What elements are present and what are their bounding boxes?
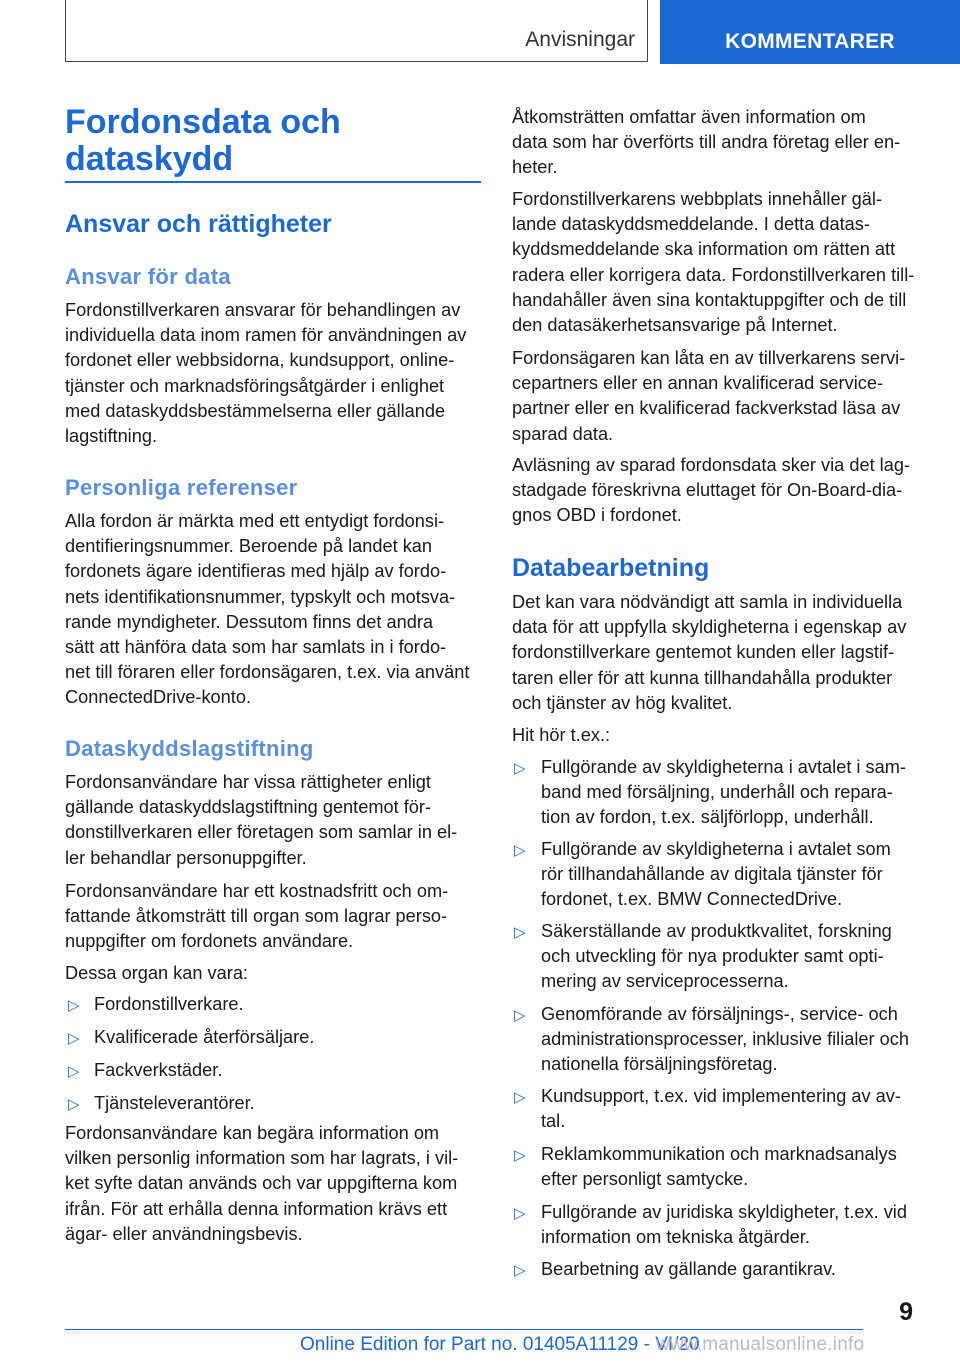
list-item <box>541 755 906 831</box>
footer-edition-text: Online Edition for Part no. 01405A11129 - VI/20 <box>300 1334 700 1355</box>
text-line: ifrån. För att erhålla denna information krävs ett <box>65 1198 448 1219</box>
text-line: och utveckling för nya produkter samt opti- <box>541 946 884 967</box>
page-title-line-1: Fordonsdata och <box>65 103 341 141</box>
text-line: Fullgörande av skyldigheterna i avtalet som <box>541 839 891 859</box>
page-title <box>65 104 481 178</box>
list-item <box>541 1257 836 1282</box>
text-line: sätt att hänföra data som har samlats in i fordo- <box>65 637 447 658</box>
text-line: Fordonsanvändare har vissa rättigheter enligt <box>65 772 431 792</box>
paragraph-databearbetning <box>512 590 906 716</box>
text-line: efter personligt samtycke. <box>541 1169 749 1190</box>
text-line: ler behandlar personuppgifter. <box>65 847 307 868</box>
header-tab-frame <box>65 0 648 62</box>
list-item <box>541 1002 909 1078</box>
text-line: Säkerställande av produktkvalitet, forskning <box>541 921 892 941</box>
paragraph-lag-1 <box>65 770 457 871</box>
text-line: heter. <box>512 157 558 178</box>
triangle-bullet-icon: ▷ <box>514 1262 526 1279</box>
list-item <box>541 1200 907 1250</box>
text-line: rande myndigheter. Dessutom finns det andra <box>65 611 434 632</box>
text-line: information om tekniska åtgärder. <box>541 1227 810 1248</box>
text-line: med dataskyddsbestämmelserna eller gällande <box>65 400 446 421</box>
text-line: Åtkomsträtten omfattar även information om <box>512 107 866 127</box>
text-line: mering av serviceprocesserna. <box>541 971 789 992</box>
text-line: nets identifikationsnummer, typskylt och motsva- <box>65 586 456 607</box>
list-item <box>541 1142 897 1192</box>
text-line: handahåller även sina kontaktuppgifter och de till <box>512 289 907 310</box>
footer-divider <box>65 1329 863 1330</box>
watermark: www.manualsonline.info <box>656 1334 865 1355</box>
heading-databearbetning: Databearbetning <box>512 554 710 582</box>
text-line: lagstiftning. <box>65 426 158 447</box>
heading-personliga-referenser: Personliga referenser <box>65 475 298 500</box>
triangle-bullet-icon: ▷ <box>514 1007 526 1024</box>
text-line: cepartners eller en annan kvalificerad service- <box>512 373 884 394</box>
list-item <box>541 919 892 995</box>
paragraph-lag-3: Dessa organ kan vara: <box>65 963 248 983</box>
list-item: Tjänsteleverantörer. <box>94 1093 255 1113</box>
text-line: Fordonsägaren kan låta en av tillverkarens servi- <box>512 348 906 368</box>
paragraph-ansvar <box>65 298 466 449</box>
text-line: radera eller korrigera data. Fordonstillverkaren till- <box>512 264 915 285</box>
text-line: rör tillhandahållande av digitala tjänster för <box>541 864 883 885</box>
triangle-bullet-icon: ▷ <box>68 997 80 1014</box>
text-line: administrationsprocesser, inklusive filialer och <box>541 1029 909 1050</box>
text-line: tal. <box>541 1111 566 1132</box>
text-line: tjänster och marknadsföringsåtgärder i enlighet <box>65 375 445 396</box>
tab-kommentarer[interactable]: KOMMENTARER <box>660 0 960 64</box>
text-line: tion av fordon, t.ex. säljförlopp, underhåll. <box>541 807 874 828</box>
text-line: Fullgörande av juridiska skyldigheter, t.ex. vid <box>541 1202 907 1222</box>
text-line: kyddsmeddelande ska information om rätten att <box>512 239 896 260</box>
triangle-bullet-icon: ▷ <box>514 760 526 777</box>
list-item <box>541 837 891 913</box>
triangle-bullet-icon: ▷ <box>514 1147 526 1164</box>
text-line: och tjänster av hög kvalitet. <box>512 692 733 713</box>
text-line: ConnectedDrive-konto. <box>65 687 252 708</box>
text-line: dentifieringsnummer. Beroende på landet kan <box>65 536 433 557</box>
triangle-bullet-icon: ▷ <box>514 1089 526 1106</box>
triangle-bullet-icon: ▷ <box>68 1063 80 1080</box>
title-divider <box>65 181 481 183</box>
tab-anvisningar[interactable]: Anvisningar <box>525 28 635 51</box>
text-line: nationella försäljningsföretag. <box>541 1054 778 1075</box>
text-line: stadgade föreskrivna eluttaget för On-Board-dia- <box>512 480 903 501</box>
text-line: Kundsupport, t.ex. vid implementering av av- <box>541 1086 901 1106</box>
text-line: Fullgörande av skyldigheterna i avtalet i sam- <box>541 757 906 777</box>
triangle-bullet-icon: ▷ <box>68 1096 80 1113</box>
text-line: ägar- eller användningsbevis. <box>65 1223 303 1244</box>
paragraph-avlasning <box>512 453 910 529</box>
heading-ansvar-for-data: Ansvar för data <box>65 264 231 289</box>
page-number: 9 <box>899 1298 913 1326</box>
paragraph-webbplats <box>512 187 914 338</box>
text-line: Avläsning av sparad fordonsdata sker via det lag- <box>512 455 911 475</box>
text-line: individuella data inom ramen för användningen av <box>65 325 467 346</box>
text-line: net till föraren eller fordonsägaren, t.ex. via använt <box>65 662 470 683</box>
list-item: Fordonstillverkare. <box>94 994 244 1014</box>
list-item: Kvalificerade återförsäljare. <box>94 1027 315 1047</box>
paragraph-fordonsagare <box>512 346 905 447</box>
text-line: data som har överförts till andra företag eller en- <box>512 132 901 153</box>
paragraph-lag-2 <box>65 879 448 955</box>
triangle-bullet-icon: ▷ <box>514 842 526 859</box>
text-line: den datasäkerhetsansvarige på Internet. <box>512 315 838 336</box>
triangle-bullet-icon: ▷ <box>514 1205 526 1222</box>
text-line: fordonet eller webbsidorna, kundsupport, online- <box>65 350 455 371</box>
heading-ansvar-och-rattigheter: Ansvar och rättigheter <box>65 210 332 238</box>
text-line: lande dataskyddsmeddelande. I detta datas- <box>512 214 870 235</box>
text-line: Reklamkommunikation och marknadsanalys <box>541 1144 897 1164</box>
text-line: fordonstillverkare gentemot kunden eller lagstif- <box>512 642 895 663</box>
triangle-bullet-icon: ▷ <box>68 1030 80 1047</box>
text-line: fordonet, t.ex. BMW ConnectedDrive. <box>541 889 843 910</box>
text-line: vilken personlig information som har lagrats, i vil- <box>65 1148 459 1169</box>
text-line: Alla fordon är märkta med ett entydigt fordonsi- <box>65 511 445 531</box>
text-line: Det kan vara nödvändigt att samla in individuella <box>512 592 903 612</box>
text-line: nuppgifter om fordonets användare. <box>65 931 354 952</box>
text-line: Bearbetning av gällande garantikrav. <box>541 1259 836 1279</box>
paragraph-atkomst <box>512 105 900 181</box>
text-line: fordonets ägare identifieras med hjälp av fordo- <box>65 561 447 582</box>
text-line: Fordonstillverkarens webbplats innehåller gäl- <box>512 189 883 209</box>
text-line: gnos OBD i fordonet. <box>512 505 682 526</box>
text-line: fattande åtkomsträtt till organ som lagrar perso- <box>65 906 448 927</box>
text-line: taren eller för att kunna tillhandahålla produkter <box>512 667 893 688</box>
text-line: Genomförande av försäljnings-, service- och <box>541 1004 898 1024</box>
text-line: ket syfte datan används och var uppgifterna kom <box>65 1173 458 1194</box>
text-line: sparad data. <box>512 423 614 444</box>
paragraph-lag-4 <box>65 1121 458 1247</box>
text-line: band med försäljning, underhåll och repara- <box>541 782 893 803</box>
text-line: data för att uppfylla skyldigheterna i egenskap av <box>512 617 907 638</box>
paragraph-hit-hor: Hit hör t.ex.: <box>512 725 611 745</box>
heading-dataskyddslagstiftning: Dataskyddslagstiftning <box>65 736 314 761</box>
list-item <box>541 1084 901 1134</box>
text-line: gällande dataskyddslagstiftning gentemot för- <box>65 797 431 818</box>
text-line: donstillverkaren eller företagen som samlar in el- <box>65 822 458 843</box>
triangle-bullet-icon: ▷ <box>514 924 526 941</box>
paragraph-personliga-referenser <box>65 509 469 711</box>
list-item: Fackverkstäder. <box>94 1060 223 1080</box>
text-line: Fordonsanvändare kan begära information om <box>65 1123 440 1143</box>
text-line: Fordonsanvändare har ett kostnadsfritt och om- <box>65 881 449 901</box>
text-line: partner eller en kvalificerad fackverkstad läsa av <box>512 398 901 419</box>
text-line: Fordonstillverkaren ansvarar för behandlingen av <box>65 300 461 320</box>
page-title-line-2: dataskydd <box>65 140 234 178</box>
